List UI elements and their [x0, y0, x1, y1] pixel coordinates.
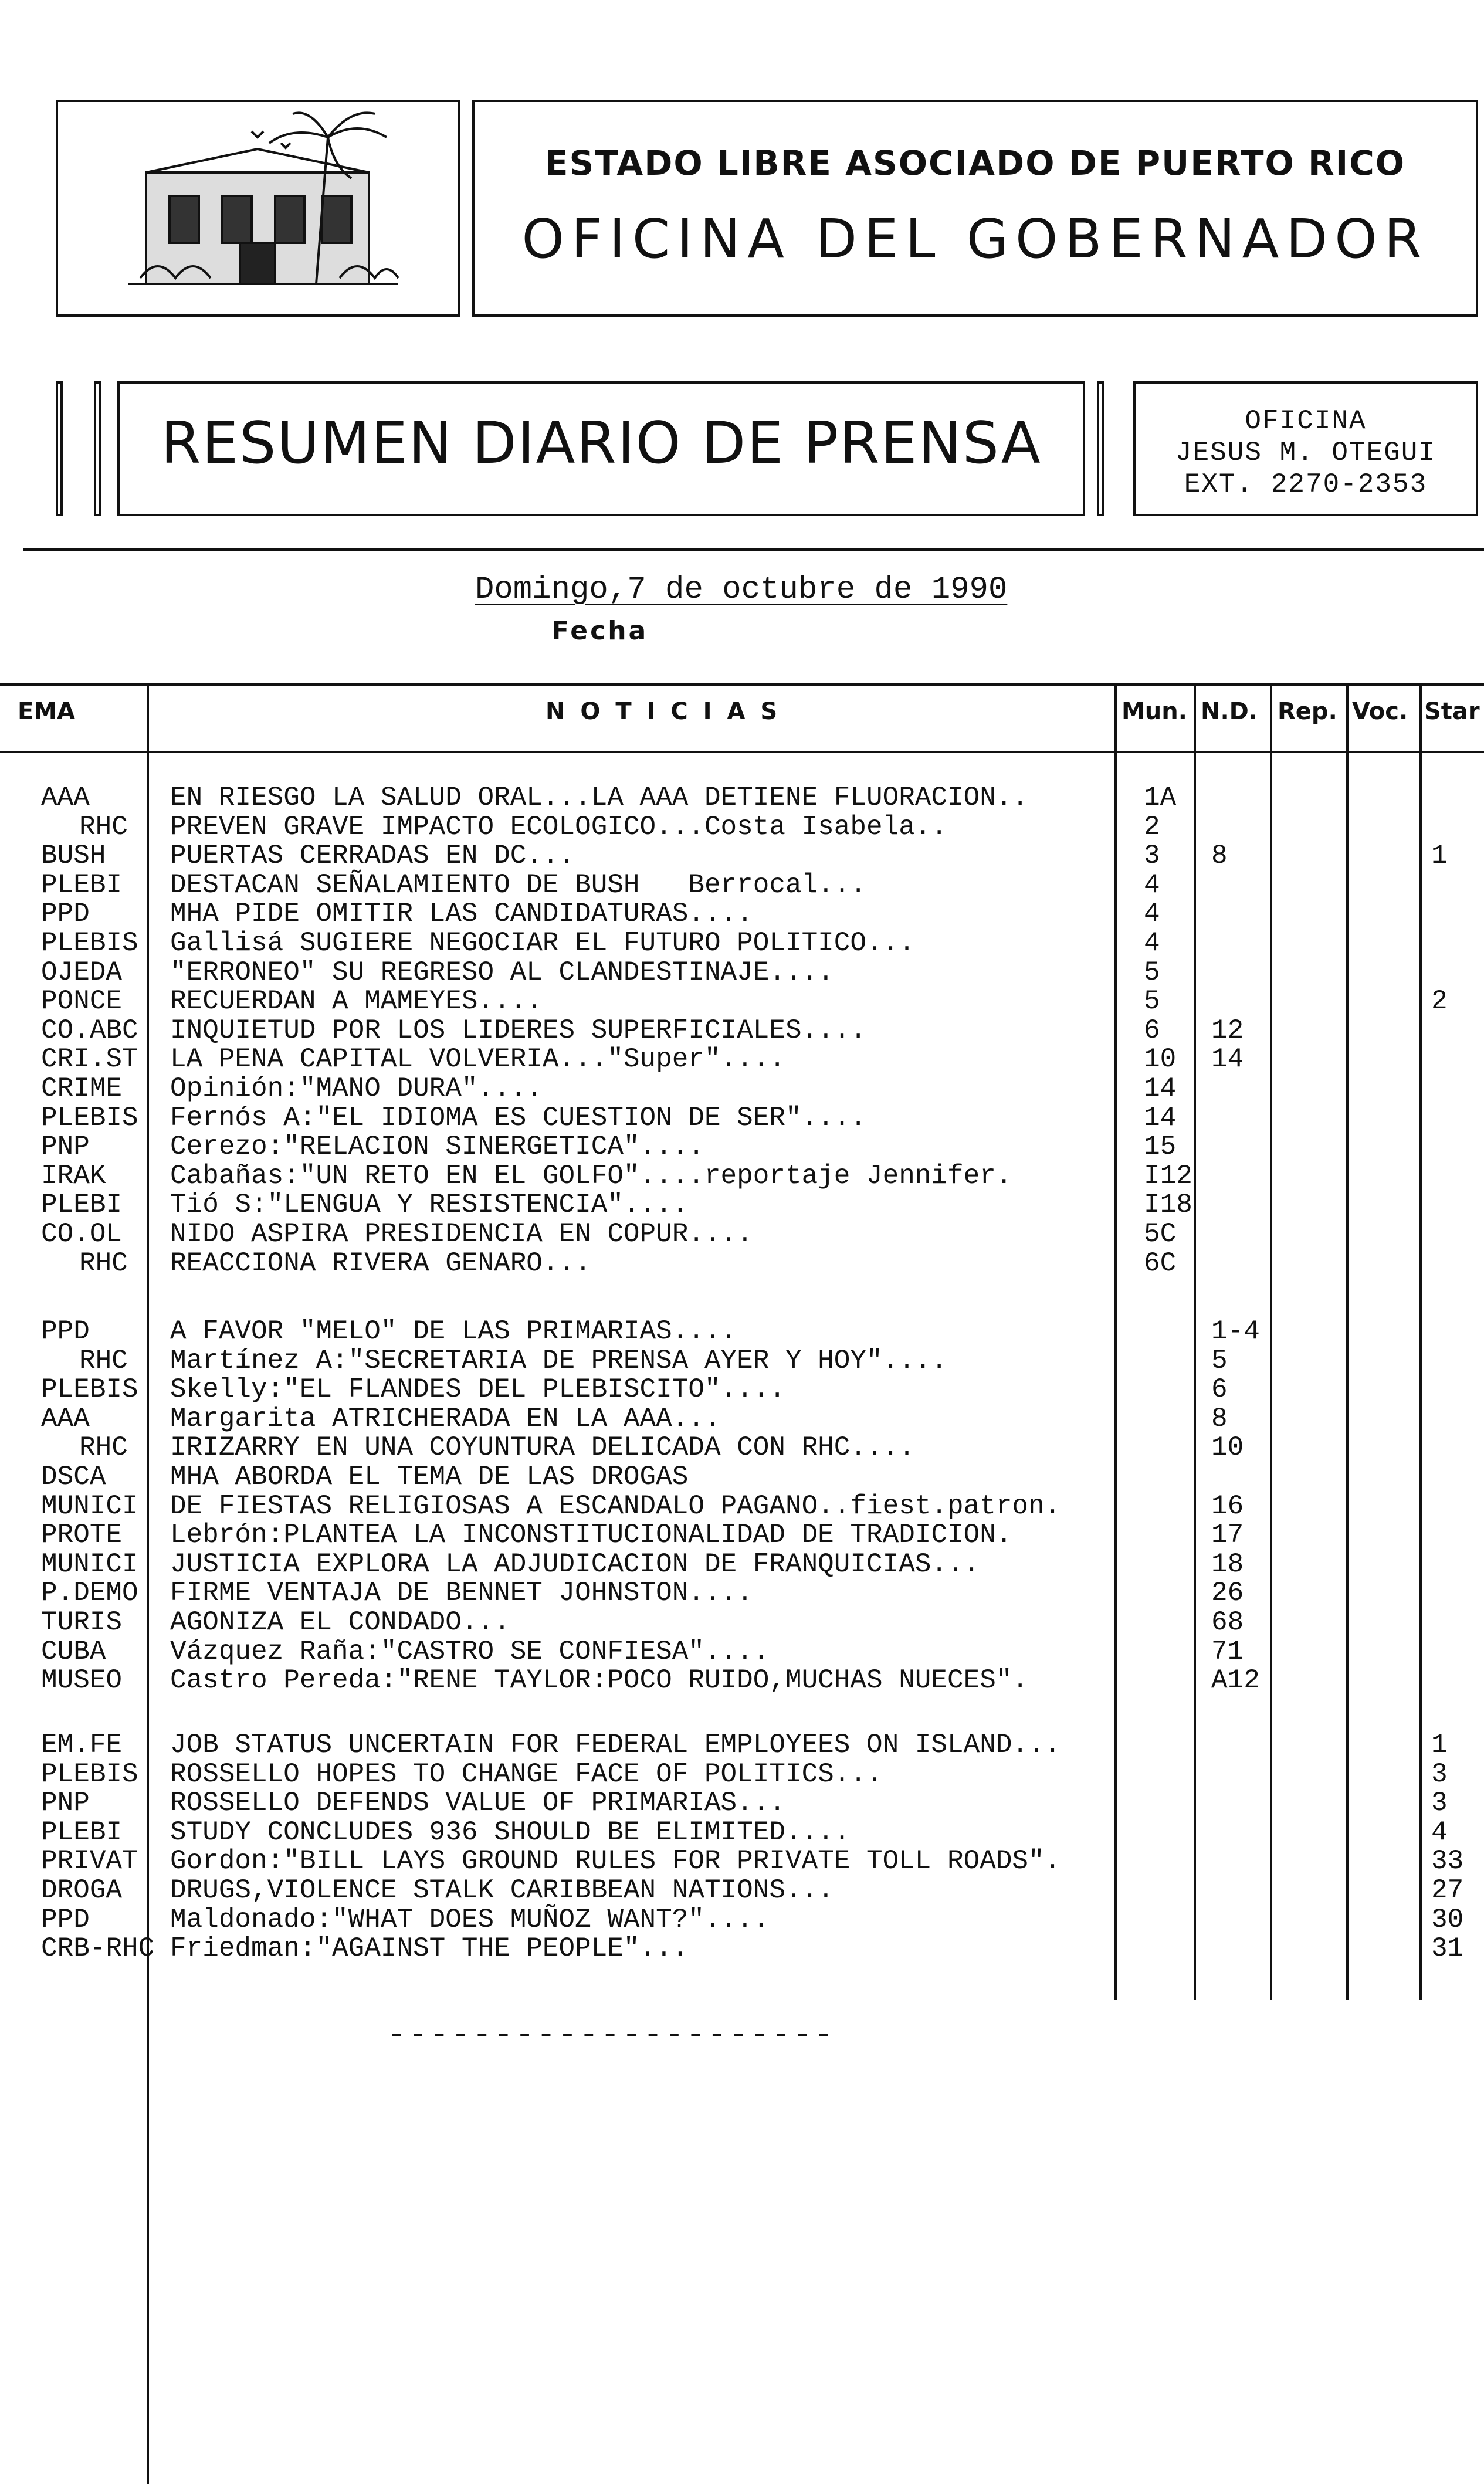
table-row: [0, 1934, 1484, 1963]
oficina-label: OFICINA: [1245, 406, 1367, 436]
mun-cell: 15: [1144, 1131, 1177, 1162]
noticia-cell: Friedman:"AGAINST THE PEOPLE"...: [170, 1933, 689, 1964]
noticia-cell: Tió S:"LENGUA Y RESISTENCIA"....: [170, 1190, 689, 1220]
tema-cell: PLEBIS: [41, 1759, 138, 1790]
tema-cell: RHC: [79, 1346, 128, 1376]
nd-cell: 71: [1211, 1636, 1244, 1667]
col-header-rep: Rep.: [1278, 698, 1337, 725]
banner-bar-left-1: [56, 381, 63, 516]
mun-cell: 4: [1144, 870, 1160, 900]
state-title: ESTADO LIBRE ASOCIADO DE PUERTO RICO: [544, 143, 1406, 183]
mun-cell: 2: [1144, 812, 1160, 842]
tema-cell: AAA: [41, 1404, 90, 1434]
noticia-cell: JOB STATUS UNCERTAIN FOR FEDERAL EMPLOYEES ON ISLAND...: [170, 1730, 1061, 1760]
tema-cell: RHC: [79, 1432, 128, 1463]
mun-cell: 6: [1144, 1015, 1160, 1046]
nd-cell: 68: [1211, 1607, 1244, 1638]
mun-cell: 10: [1144, 1044, 1177, 1075]
banner-bar-right-1: [1097, 381, 1104, 516]
noticia-cell: Cerezo:"RELACION SINERGETICA"....: [170, 1131, 704, 1162]
tema-cell: IRAK: [41, 1161, 106, 1191]
table-row: [0, 1219, 1484, 1249]
table-row: [0, 1905, 1484, 1934]
noticia-cell: LA PENA CAPITAL VOLVERIA..."Super"....: [170, 1044, 785, 1075]
star-cell: 4: [1431, 1817, 1448, 1848]
noticia-cell: JUSTICIA EXPLORA LA ADJUDICACION DE FRANQUICIAS...: [170, 1549, 980, 1580]
table-row: [0, 1103, 1484, 1133]
noticia-cell: INQUIETUD POR LOS LIDERES SUPERFICIALES....: [170, 1015, 866, 1046]
table-row: [0, 1520, 1484, 1550]
noticia-cell: Margarita ATRICHERADA EN LA AAA...: [170, 1404, 721, 1434]
star-cell: 1: [1431, 841, 1448, 871]
table-row: [0, 1637, 1484, 1666]
table-row: [0, 1578, 1484, 1608]
noticia-cell: STUDY CONCLUDES 936 SHOULD BE ELIMITED....: [170, 1817, 851, 1848]
tema-cell: BUSH: [41, 841, 106, 871]
table-row: [0, 1016, 1484, 1045]
tema-cell: CRI.ST: [41, 1044, 138, 1075]
tema-cell: PLEBI: [41, 1190, 123, 1220]
office-title: OFICINA DEL GOBERNADOR: [521, 208, 1429, 270]
table-header-rule: [0, 751, 1484, 753]
tema-cell: PPD: [41, 1904, 90, 1935]
nd-cell: 18: [1211, 1549, 1244, 1580]
mun-cell: I12: [1144, 1161, 1192, 1191]
star-cell: 3: [1431, 1788, 1448, 1818]
col-header-noticias: N O T I C I A S: [546, 698, 781, 725]
nd-cell: 26: [1211, 1578, 1244, 1608]
noticia-cell: IRIZARRY EN UNA COYUNTURA DELICADA CON RHC....: [170, 1432, 915, 1463]
star-cell: 33: [1431, 1846, 1464, 1876]
tema-cell: AAA: [41, 782, 90, 813]
header-title-box: [472, 100, 1478, 317]
noticia-cell: RECUERDAN A MAMEYES....: [170, 986, 543, 1016]
table-row: [0, 1074, 1484, 1103]
resumen-box: [117, 381, 1085, 516]
nd-cell: 6: [1211, 1374, 1228, 1405]
table-row: [0, 1550, 1484, 1579]
table-row: [0, 1317, 1484, 1346]
table-row: [0, 1462, 1484, 1492]
noticia-cell: Fernós A:"EL IDIOMA ES CUESTION DE SER"....: [170, 1103, 866, 1133]
col-header-nd: N.D.: [1201, 698, 1258, 725]
tema-cell: PPD: [41, 1316, 90, 1347]
table-row: [0, 783, 1484, 812]
resumen-title: RESUMEN DIARIO DE PRENSA: [161, 410, 1042, 477]
table-row: [0, 1846, 1484, 1876]
governor-mansion-illustration: [58, 102, 458, 314]
table-row: [0, 812, 1484, 842]
mun-cell: 5: [1144, 986, 1160, 1016]
mun-cell: I18: [1144, 1190, 1192, 1220]
noticia-cell: Cabañas:"UN RETO EN EL GOLFO"....reportaje Jennifer.: [170, 1161, 1012, 1191]
table-row: [0, 1161, 1484, 1191]
oficina-name: JESUS M. OTEGUI: [1175, 438, 1436, 468]
star-cell: 2: [1431, 986, 1448, 1016]
table-row: [0, 1666, 1484, 1695]
table-row: [0, 1876, 1484, 1905]
noticia-cell: AGONIZA EL CONDADO...: [170, 1607, 510, 1638]
table-row: [0, 1433, 1484, 1462]
noticia-cell: Vázquez Raña:"CASTRO SE CONFIESA"....: [170, 1636, 770, 1667]
table-row: [0, 1492, 1484, 1521]
nd-cell: 12: [1211, 1015, 1244, 1046]
tema-cell: DSCA: [41, 1462, 106, 1492]
mun-cell: 6C: [1144, 1248, 1177, 1279]
tema-cell: P.DEMO: [41, 1578, 138, 1608]
noticia-cell: FIRME VENTAJA DE BENNET JOHNSTON....: [170, 1578, 753, 1608]
tema-cell: CRB-RHC: [41, 1933, 155, 1964]
star-cell: 1: [1431, 1730, 1448, 1760]
seal-logo-box: [56, 100, 460, 317]
noticia-cell: "ERRONEO" SU REGRESO AL CLANDESTINAJE....: [170, 957, 834, 988]
tema-cell: RHC: [79, 1248, 128, 1279]
table-row: [0, 928, 1484, 958]
star-cell: 3: [1431, 1759, 1448, 1790]
noticia-cell: Lebrón:PLANTEA LA INCONSTITUCIONALIDAD DE TRADICION.: [170, 1520, 1012, 1550]
tema-cell: PLEBIS: [41, 1374, 138, 1405]
col-header-mun: Mun.: [1122, 698, 1187, 725]
noticia-cell: Maldonado:"WHAT DOES MUÑOZ WANT?"....: [170, 1904, 770, 1935]
nd-cell: 16: [1211, 1491, 1244, 1521]
tema-cell: PNP: [41, 1788, 90, 1818]
noticia-cell: PREVEN GRAVE IMPACTO ECOLOGICO...Costa Isabela..: [170, 812, 948, 842]
noticia-cell: Gordon:"BILL LAYS GROUND RULES FOR PRIVATE TOLL ROADS".: [170, 1846, 1061, 1876]
mun-cell: 14: [1144, 1103, 1177, 1133]
nd-cell: 14: [1211, 1044, 1244, 1075]
table-row: [0, 1730, 1484, 1760]
oficina-ext: EXT. 2270-2353: [1184, 469, 1428, 500]
mun-cell: 4: [1144, 928, 1160, 958]
noticia-cell: MHA ABORDA EL TEMA DE LAS DROGAS: [170, 1462, 689, 1492]
tema-cell: CO.OL: [41, 1219, 123, 1249]
noticia-cell: PUERTAS CERRADAS EN DC...: [170, 841, 575, 871]
noticia-cell: DRUGS,VIOLENCE STALK CARIBBEAN NATIONS...: [170, 1875, 834, 1906]
table-row: [0, 1760, 1484, 1789]
nd-cell: 10: [1211, 1432, 1244, 1463]
mun-cell: 3: [1144, 841, 1160, 871]
noticia-cell: A FAVOR "MELO" DE LAS PRIMARIAS....: [170, 1316, 737, 1347]
noticia-cell: ROSSELLO DEFENDS VALUE OF PRIMARIAS...: [170, 1788, 785, 1818]
table-row: [0, 1608, 1484, 1637]
tema-cell: PPD: [41, 899, 90, 929]
noticia-cell: ROSSELLO HOPES TO CHANGE FACE OF POLITICS...: [170, 1759, 883, 1790]
tema-cell: PONCE: [41, 986, 123, 1016]
banner-bar-left-2: [94, 381, 101, 516]
noticia-cell: Gallisá SUGIERE NEGOCIAR EL FUTURO POLITICO...: [170, 928, 915, 958]
tema-cell: MUNICI: [41, 1491, 138, 1521]
table-row: [0, 987, 1484, 1016]
table-row: [0, 1045, 1484, 1074]
tema-cell: TURIS: [41, 1607, 123, 1638]
table-row: [0, 1346, 1484, 1375]
table-row: [0, 1375, 1484, 1404]
fecha-label: Fecha: [551, 616, 649, 646]
noticia-cell: Opinión:"MANO DURA"....: [170, 1073, 543, 1104]
mun-cell: 5: [1144, 957, 1160, 988]
col-header-voc: Voc.: [1352, 698, 1408, 725]
table-row: [0, 1818, 1484, 1847]
noticia-cell: DE FIESTAS RELIGIOSAS A ESCANDALO PAGANO..fiest.patron.: [170, 1491, 1061, 1521]
nd-cell: 17: [1211, 1520, 1244, 1550]
mun-cell: 4: [1144, 899, 1160, 929]
noticia-cell: EN RIESGO LA SALUD ORAL...LA AAA DETIENE FLUORACION..: [170, 782, 1029, 813]
report-date: Domingo,7 de octubre de 1990: [475, 572, 1008, 608]
table-top-rule: [0, 683, 1484, 686]
tema-cell: CUBA: [41, 1636, 106, 1667]
table-row: [0, 1788, 1484, 1818]
noticia-cell: NIDO ASPIRA PRESIDENCIA EN COPUR....: [170, 1219, 753, 1249]
table-row: [0, 1132, 1484, 1161]
mun-cell: 5C: [1144, 1219, 1177, 1249]
tema-cell: OJEDA: [41, 957, 123, 988]
table-row: [0, 958, 1484, 987]
nd-cell: 5: [1211, 1346, 1228, 1376]
star-cell: 31: [1431, 1933, 1464, 1964]
noticia-cell: Martínez A:"SECRETARIA DE PRENSA AYER Y HOY"....: [170, 1346, 948, 1376]
nd-cell: A12: [1211, 1665, 1260, 1696]
table-row: [0, 841, 1484, 870]
noticia-cell: DESTACAN SEÑALAMIENTO DE BUSH Berrocal...: [170, 870, 866, 900]
mun-cell: 1A: [1144, 782, 1177, 813]
tema-cell: PROTE: [41, 1520, 123, 1550]
star-cell: 30: [1431, 1904, 1464, 1935]
noticia-cell: REACCIONA RIVERA GENARO...: [170, 1248, 591, 1279]
noticia-cell: Skelly:"EL FLANDES DEL PLEBISCITO"....: [170, 1374, 785, 1405]
footer-dash-rule: ---------------------: [387, 2018, 836, 2053]
tema-cell: PLEBIS: [41, 928, 138, 958]
header-divider: [23, 548, 1484, 551]
tema-cell: RHC: [79, 812, 128, 842]
mun-cell: 14: [1144, 1073, 1177, 1104]
tema-cell: CO.ABC: [41, 1015, 138, 1046]
nd-cell: 8: [1211, 1404, 1228, 1434]
noticia-cell: Castro Pereda:"RENE TAYLOR:POCO RUIDO,MUCHAS NUECES".: [170, 1665, 1029, 1696]
star-cell: 27: [1431, 1875, 1464, 1906]
nd-cell: 1-4: [1211, 1316, 1260, 1347]
noticia-cell: MHA PIDE OMITIR LAS CANDIDATURAS....: [170, 899, 753, 929]
tema-cell: CRIME: [41, 1073, 123, 1104]
tema-cell: PRIVAT: [41, 1846, 138, 1876]
table-row: [0, 1404, 1484, 1434]
tema-cell: PLEBI: [41, 870, 123, 900]
tema-cell: PLEBI: [41, 1817, 123, 1848]
tema-cell: DROGA: [41, 1875, 123, 1906]
table-row: [0, 1190, 1484, 1219]
oficina-box: [1133, 381, 1478, 516]
table-row: [0, 899, 1484, 928]
tema-cell: PLEBIS: [41, 1103, 138, 1133]
col-header-star: Star: [1424, 698, 1480, 725]
col-header-tema: EMA: [18, 698, 76, 725]
tema-cell: MUNICI: [41, 1549, 138, 1580]
tema-cell: MUSEO: [41, 1665, 123, 1696]
table-row: [0, 1249, 1484, 1278]
table-row: [0, 870, 1484, 900]
nd-cell: 8: [1211, 841, 1228, 871]
tema-cell: PNP: [41, 1131, 90, 1162]
tema-cell: EM.FE: [41, 1730, 123, 1760]
